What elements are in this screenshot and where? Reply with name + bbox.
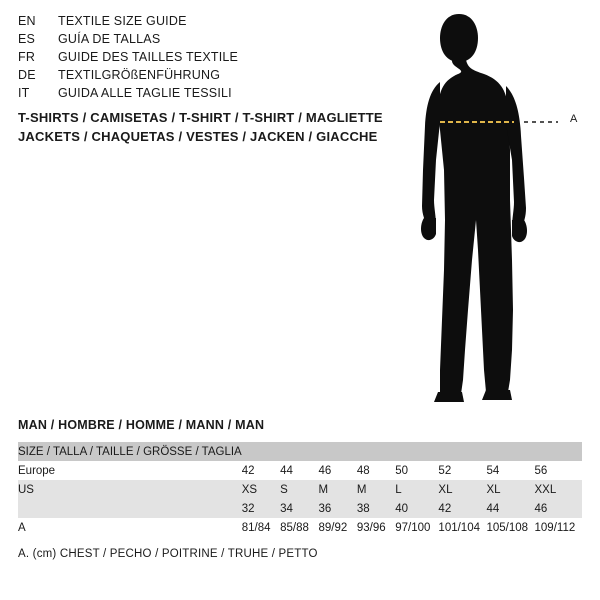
row-label: Europe [18,461,242,480]
table-title: MAN / HOMBRE / HOMME / MANN / MAN [18,418,265,432]
cell: 54 [486,461,534,480]
cell: 52 [438,461,486,480]
cell: 42 [242,461,280,480]
table-header-row [18,442,582,461]
table-header-label: SIZE / TALLA / TAILLE / GRÖSSE / TAGLIA [18,442,242,461]
cell: M [357,480,395,499]
cell: 109/112 [535,518,582,537]
cell: 50 [395,461,438,480]
language-row [18,86,388,104]
row-label [18,499,242,518]
language-list [18,14,388,104]
language-text: GUÍA DE TALLAS [58,32,161,46]
cell: 89/92 [318,518,356,537]
language-text: GUIDE DES TAILLES TEXTILE [58,50,239,64]
language-code: ES [18,32,36,46]
language-row [18,50,388,68]
cell: 105/108 [486,518,534,537]
garment-category-tshirts: T-SHIRTS / CAMISETAS / T-SHIRT / T-SHIRT / MAGLIETTE [18,110,383,125]
cell: 40 [395,499,438,518]
table-row [18,499,582,518]
cell: XL [438,480,486,499]
cell: 93/96 [357,518,395,537]
measure-marker-label: A [570,113,578,125]
language-text: GUIDA ALLE TAGLIE TESSILI [58,86,232,100]
cell: 46 [535,499,582,518]
table-row [18,480,582,499]
cell: 85/88 [280,518,318,537]
cell: 34 [280,499,318,518]
cell: 32 [242,499,280,518]
size-table [18,442,582,537]
cell: 44 [486,499,534,518]
cell: 36 [318,499,356,518]
language-text: TEXTILGRÖßENFÜHRUNG [58,68,221,82]
table-footnote: A. (cm) CHEST / PECHO / POITRINE / TRUHE / PETTO [18,548,318,560]
cell: 42 [438,499,486,518]
cell: S [280,480,318,499]
cell: L [395,480,438,499]
cell: 101/104 [438,518,486,537]
language-row [18,32,388,50]
table-row [18,518,582,537]
cell: 48 [357,461,395,480]
cell: 44 [280,461,318,480]
row-label: A [18,518,242,537]
cell: 38 [357,499,395,518]
silhouette-icon [400,10,600,410]
table-row [18,461,582,480]
body-silhouette-figure [400,10,600,410]
garment-category-list [18,108,438,146]
cell: XL [486,480,534,499]
language-row [18,14,388,32]
language-row [18,68,388,86]
row-label: US [18,480,242,499]
cell: M [318,480,356,499]
language-code: EN [18,14,36,28]
garment-category-jackets: JACKETS / CHAQUETAS / VESTES / JACKEN / GIACCHE [18,129,378,144]
cell: XS [242,480,280,499]
cell: 56 [535,461,582,480]
cell: 81/84 [242,518,280,537]
language-text: TEXTILE SIZE GUIDE [58,14,187,28]
language-code: FR [18,50,36,64]
cell: 46 [318,461,356,480]
language-code: IT [18,86,30,100]
language-code: DE [18,68,36,82]
cell: XXL [535,480,582,499]
cell: 97/100 [395,518,438,537]
